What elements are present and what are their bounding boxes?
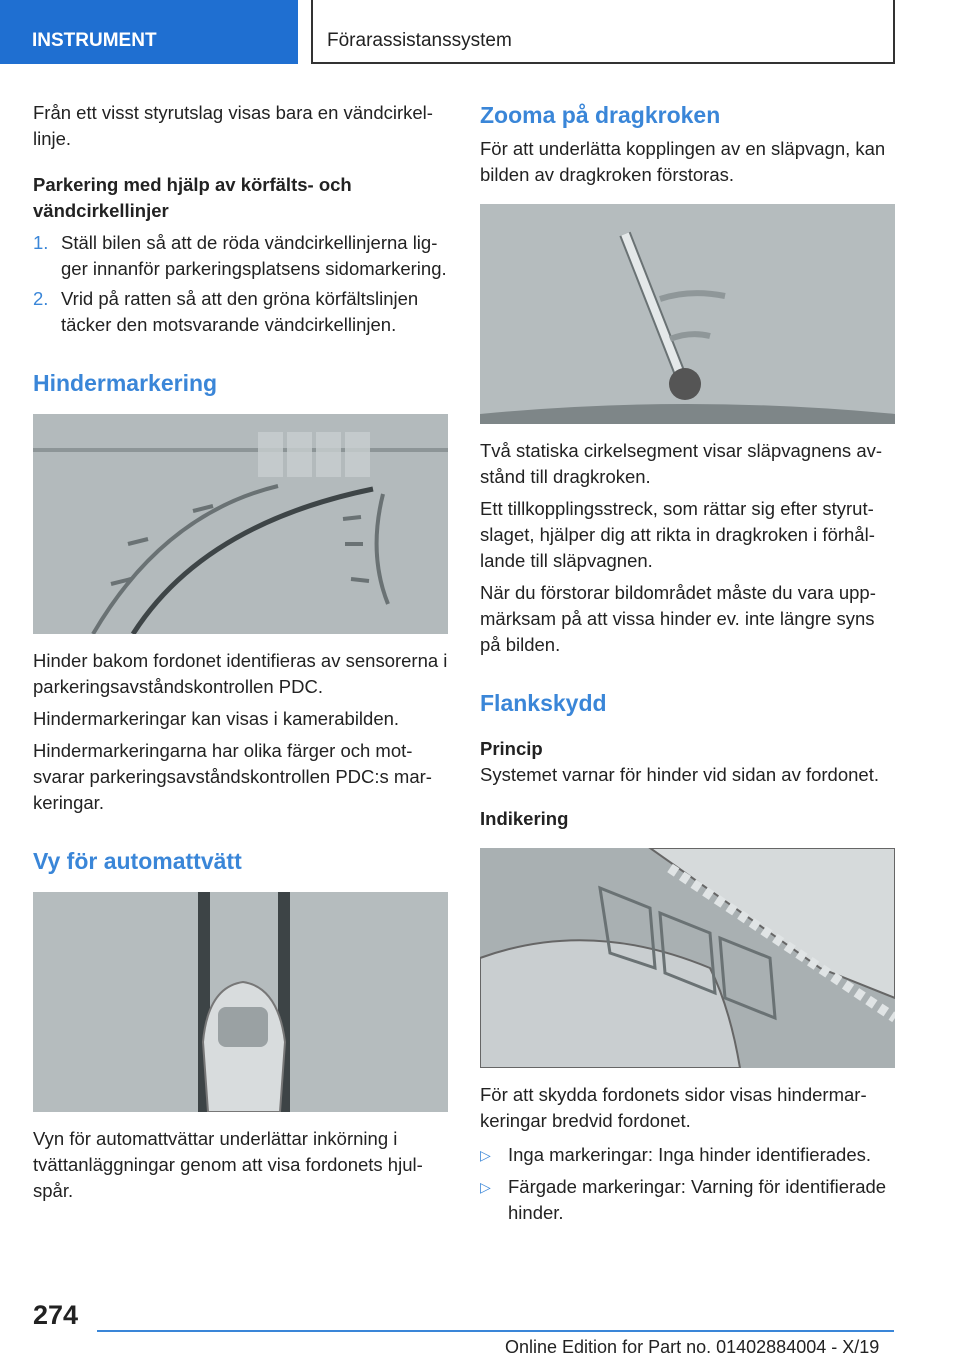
- principle-paragraph: Systemet varnar för hinder vid sidan av fordonet.: [480, 764, 879, 785]
- flank-heading: Flankskydd: [480, 690, 607, 716]
- flank-illustration: [480, 848, 895, 1068]
- carwash-view-image: [33, 892, 448, 1112]
- hitch-paragraph: När du förstorar bildområdet måste du vara uppmärksam på att vissa hinder ev. inte längre syns på bilden.: [480, 582, 876, 655]
- page-number: 274: [33, 1300, 79, 1330]
- flank-protection-image: [480, 848, 895, 1068]
- principle-subheading: Princip: [480, 738, 543, 759]
- indication-subheading: Indikering: [480, 808, 569, 829]
- obstacle-marking-image: [33, 414, 448, 634]
- bullet-item: [480, 1142, 895, 1168]
- right-column: [480, 100, 895, 1226]
- chapter-title: Förarassistanssystem: [311, 0, 895, 64]
- step-text: Ställ bilen så att de röda vändcirkellinjerna ligger innanför parkeringsplatsens sidomarkering.: [61, 232, 447, 279]
- step-item: [33, 230, 448, 282]
- obstacle-paragraph: Hindermarkeringarna har olika färger och motsvarar parkeringsavståndskontrollen PDC:s markeringar.: [33, 740, 432, 813]
- carwash-heading: Vy för automattvätt: [33, 848, 242, 874]
- step-number: 2.: [33, 288, 49, 309]
- step-number: 1.: [33, 232, 49, 253]
- parking-subheading: Parkering med hjälp av körfälts- och vändcirkellinjer: [33, 174, 352, 221]
- hitch-paragraph: Ett tillkopplingsstreck, som rättar sig efter styrutslaget, hjälper dig att rikta in dragkroken i förhållande till släpvagnen.: [480, 498, 875, 571]
- triangle-bullet-icon: ▷: [480, 1179, 491, 1195]
- step-text: Vrid på ratten så att den gröna körfältslinjen täcker den motsvarande vändcirkellinjen.: [61, 288, 419, 335]
- carwash-paragraph: Vyn för automattvättar underlättar inkörning i tvättanläggningar genom att visa fordonets hjulspår.: [33, 1128, 423, 1201]
- hitch-paragraph: Två statiska cirkelsegment visar släpvagnens avstånd till dragkroken.: [480, 440, 883, 487]
- step-item: [33, 286, 448, 338]
- bullet-text: Inga markeringar: Inga hinder identifierades.: [508, 1144, 872, 1165]
- hitch-intro: För att underlätta kopplingen av en släpvagn, kan bilden av dragkroken förstoras.: [480, 138, 886, 185]
- hitch-zoom-image: [480, 204, 895, 424]
- left-column: [33, 100, 448, 1204]
- parking-steps: [33, 230, 448, 338]
- obstacle-lines-illustration: [33, 414, 448, 634]
- hitch-heading: Zooma på dragkroken: [480, 102, 721, 128]
- hitch-illustration: [480, 204, 895, 424]
- section-tab: INSTRUMENT: [0, 0, 298, 64]
- carwash-illustration: [33, 892, 448, 1112]
- indication-paragraph: För att skydda fordonets sidor visas hindermarkeringar bredvid fordonet.: [480, 1084, 867, 1131]
- obstacle-paragraph: Hindermarkeringar kan visas i kamerabilden.: [33, 708, 400, 729]
- bullet-item: [480, 1174, 895, 1226]
- footer-divider: [97, 1330, 894, 1332]
- obstacle-heading: Hindermarkering: [33, 370, 218, 396]
- marking-bullets: [480, 1142, 895, 1226]
- edition-note: Online Edition for Part no. 01402884004 - X/19: [505, 1337, 880, 1357]
- obstacle-paragraph: Hinder bakom fordonet identifieras av sensorerna i parkeringsavståndskontrollen PDC.: [33, 650, 448, 697]
- intro-paragraph: Från ett visst styrutslag visas bara en vändcirkellinje.: [33, 102, 433, 149]
- bullet-text: Färgade markeringar: Varning för identifierade hinder.: [508, 1176, 887, 1223]
- triangle-bullet-icon: ▷: [480, 1147, 491, 1163]
